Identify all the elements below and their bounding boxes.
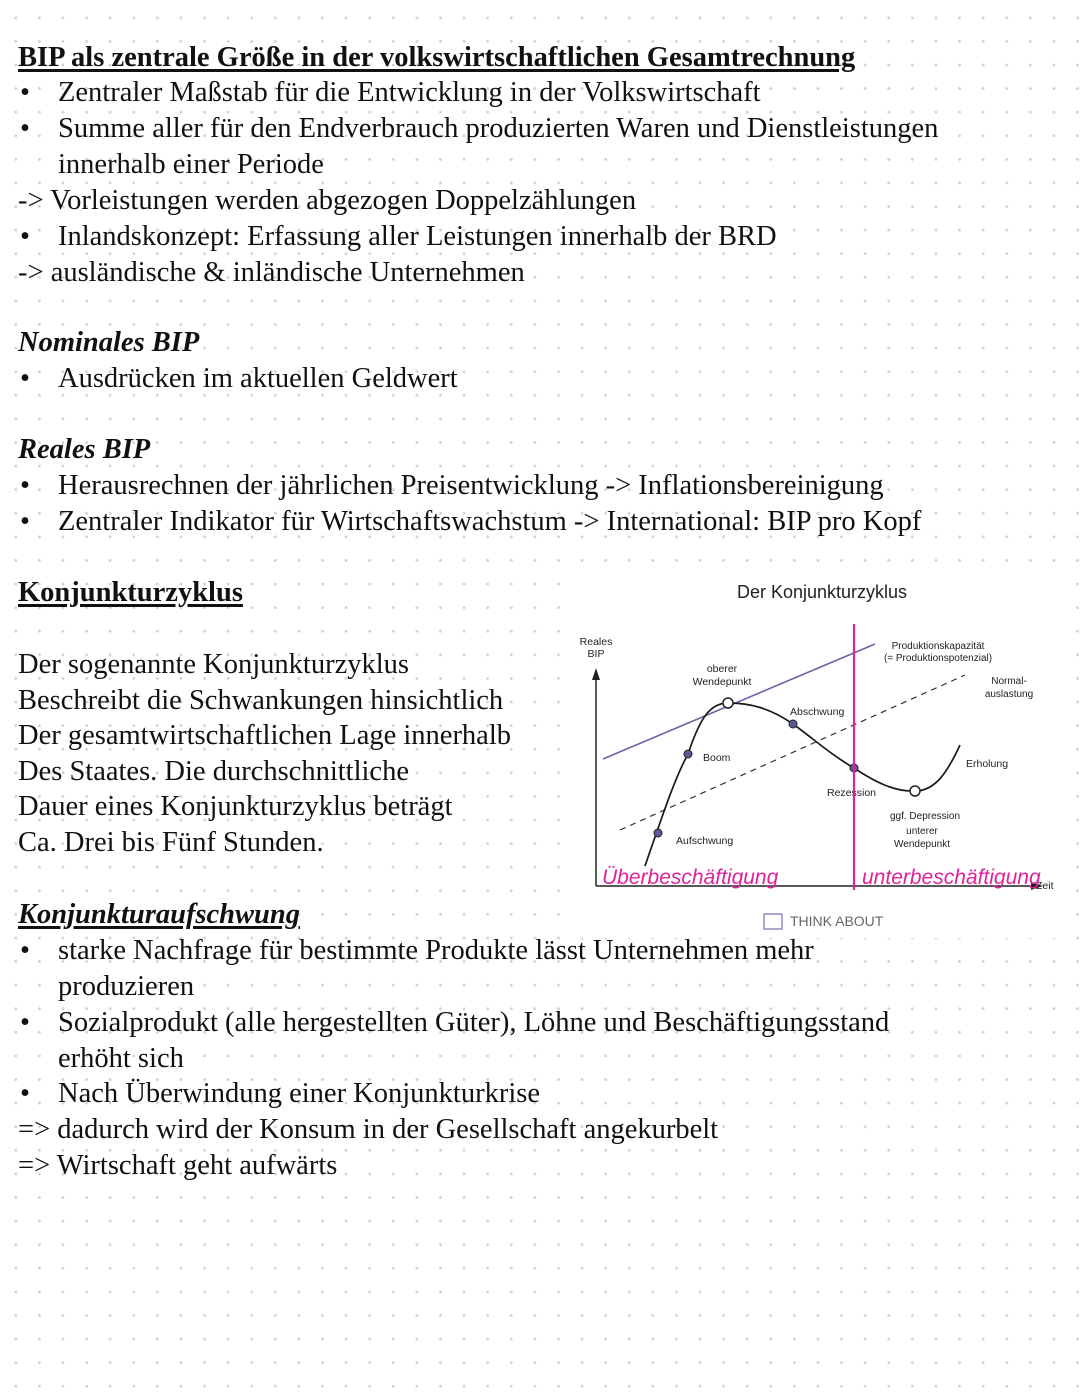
chart-title: Der Konjunkturzyklus: [736, 582, 908, 602]
label-depression: ggf. Depression: [889, 811, 961, 822]
list-item: • Ausdrücken im aktuellen Geldwert: [18, 361, 458, 397]
bullet-continuation: erhöht sich: [58, 1043, 184, 1074]
bip-bullet-continuation: innerhalb einer Periode: [58, 149, 324, 180]
real-bullets: [18, 468, 921, 540]
paragraph-line: Der sogenannte Konjunkturzyklus: [18, 649, 409, 680]
point-upper-turning: [723, 698, 733, 708]
list-item: • Summe aller für den Endverbrauch produzierten Waren und Dienstleistungen: [18, 111, 938, 147]
paragraph-line: Der gesamtwirtschaftlichen Lage innerhalb: [18, 720, 512, 752]
y-axis-label: Reales: [579, 636, 613, 648]
list-item: • starke Nachfrage für bestimmte Produkte lässt Unternehmen mehr: [18, 933, 814, 969]
conclusion-konsum: => dadurch wird der Konsum in der Gesellschaft angekurbelt: [18, 1114, 719, 1145]
heading-real-bip: Reales BIP: [18, 434, 151, 465]
label-production-capacity: (= Produktionspotenzial): [883, 653, 993, 664]
arrow-note-unternehmen: -> ausländische & inländische Unternehmen: [18, 257, 525, 288]
annotation-underemployment: unterbeschäftigung: [862, 866, 1041, 889]
bip-bullets: [18, 75, 938, 147]
label-lower-turning: Wendepunkt: [894, 839, 950, 850]
paragraph-line: Ca. Drei bis Fünf Stunden.: [18, 826, 324, 858]
bullet-continuation: produzieren: [58, 971, 195, 1002]
label-upswing: Aufschwung: [676, 835, 734, 847]
cycle-paragraph: [18, 647, 511, 861]
list-item: • Zentraler Indikator für Wirtschaftswachstum -> International: BIP pro Kopf: [18, 504, 921, 540]
heading-konjunkturaufschwung: Konjunkturaufschwung: [18, 899, 300, 930]
heading-bip: BIP als zentrale Größe in der volkswirtschaftlichen Gesamtrechnung: [18, 42, 856, 73]
point-lower-turning: [910, 786, 920, 796]
conclusion-wirtschaft: => Wirtschaft geht aufwärts: [18, 1150, 338, 1181]
label-upper-turning: oberer: [706, 663, 738, 675]
label-normal-utilization: Normal-: [991, 676, 1027, 687]
list-item: • Herausrechnen der jährlichen Preisentwicklung -> Inflationsbereinigung: [18, 468, 921, 504]
label-recovery: Erholung: [966, 758, 1009, 770]
business-cycle-chart: [565, 568, 1065, 938]
label-downswing: Abschwung: [790, 706, 845, 718]
paragraph-line: Dauer eines Konjunkturzyklus beträgt: [18, 791, 453, 823]
nominal-bullets: [18, 361, 458, 397]
x-axis-label: Zeit: [1036, 880, 1054, 892]
bip-bullets-inland: [18, 219, 777, 255]
label-boom: Boom: [703, 752, 731, 764]
paragraph-line: Des Staates. Die durchschnittliche: [18, 755, 409, 787]
upswing-bullets-3: [18, 1076, 540, 1112]
y-axis-label: BIP: [587, 648, 605, 660]
label-normal-utilization: auslastung: [984, 689, 1034, 700]
list-item: • Sozialprodukt (alle hergestellten Güter), Löhne und Beschäftigungsstand: [18, 1005, 889, 1041]
annotation-overemployment: Überbeschäftigung: [602, 866, 779, 889]
heading-nominal-bip: Nominales BIP: [18, 327, 200, 358]
label-upper-turning: Wendepunkt: [692, 676, 752, 688]
label-recession: Rezession: [827, 787, 877, 799]
label-production-capacity: Produktionskapazität: [891, 641, 985, 652]
point-boom: [684, 750, 692, 758]
label-lower-turning: unterer: [906, 826, 938, 837]
point-upswing: [654, 829, 662, 837]
list-item: • Inlandskonzept: Erfassung aller Leistungen innerhalb der BRD: [18, 219, 777, 255]
heading-konjunkturzyklus: Konjunkturzyklus: [18, 577, 243, 608]
arrow-note-vorleistungen: -> Vorleistungen werden abgezogen Doppelzählungen: [18, 185, 637, 216]
upswing-bullets-1: [18, 933, 814, 969]
watermark-text: THINK ABOUT: [790, 913, 884, 929]
point-downswing: [789, 720, 797, 728]
paragraph-line: Beschreibt die Schwankungen hinsichtlich: [18, 684, 504, 716]
list-item: • Nach Überwindung einer Konjunkturkrise: [18, 1076, 540, 1112]
upswing-bullets-2: [18, 1005, 889, 1041]
list-item: • Zentraler Maßstab für die Entwicklung in der Volkswirtschaft: [18, 75, 938, 111]
